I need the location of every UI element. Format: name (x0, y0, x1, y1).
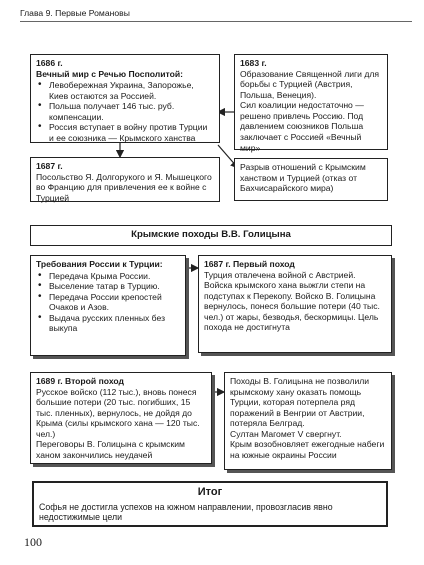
box-1683-text: Образование Священной лиги для борьбы с Турцией (Австрия, Польша, Венеция). (240, 68, 380, 100)
page-number: 100 (24, 535, 42, 549)
box-second-title: 1689 г. Второй поход (36, 376, 124, 386)
box-results (224, 372, 392, 470)
box-results-text3: Крым возобновляет ежегодные набеги на южные окраины России (230, 439, 385, 460)
box-break-relations (234, 158, 388, 201)
list-item: • Передача России крепостей Очаков и Азов. (49, 292, 180, 313)
box-itog (32, 481, 388, 527)
box-1687-text: Посольство Я. Долгорукого и Я. Мышецкого во Францию для привлечения ее к войне с Турцией (36, 171, 212, 203)
box-1686 (30, 54, 220, 143)
box-second-text: Русское войско (112 тыс.), вновь понеся большие потери (20 тыс. погибших, 15 тыс. пленных), вернулось, не дойдя до Крыма (силы крымского хана — 120 тыс. чел.) (36, 386, 200, 439)
box-first-title: 1687 г. Первый поход (204, 259, 295, 269)
box-1686-list (36, 80, 214, 143)
box-second-campaign (30, 372, 212, 464)
list-item: • Россия вступает в войну против Турции и ее союзника — Крымского ханства (49, 122, 214, 143)
box-first-campaign (198, 255, 392, 353)
box-demands-title: Требования России к Турции: (36, 259, 163, 269)
section-title (30, 225, 392, 246)
box-1683 (234, 54, 388, 153)
list-item: • Передача Крыма России. (49, 271, 180, 282)
box-results-text2: Султан Магомет V свергнут. (230, 428, 342, 439)
box-1687-embassy (30, 157, 220, 202)
box-results-text: Походы В. Голицына не позволили крымскому хану оказать помощь Турции, которая потерпела ряд поражений в Венгрии от Австрии, потеряла Белград. (230, 376, 370, 429)
list-item: • Выселение татар в Турцию. (49, 281, 180, 292)
box-1687-year: 1687 г. (36, 161, 63, 171)
chapter-header: Глава 9. Первые Романовы (20, 8, 130, 18)
box-break-text: Разрыв отношений с Крымским ханством и Турцией (отказ от Бахчисарайского мира) (240, 162, 366, 194)
itog-title: Итог (197, 486, 223, 498)
itog-text: Софья не достигла успехов на южном направлении, провозгласив явно недостижимые цели (39, 501, 333, 523)
box-first-text: Турция отвлечена войной с Австрией. Войска крымского хана выжгли степи на подступах к Перекопу. Войско В. Голицына вернулось, понеся большие потери (40 тыс. чел.) от жары, безводья, бескормицы. Цель похода не достигнута (204, 269, 380, 333)
box-1683-text2: Сил коалиции недостаточно — решено привлечь Россию. Под давлением союзников Польша заключает с Россией «Вечный мир» (240, 100, 364, 153)
box-second-text2: Переговоры В. Голицына с крымским ханом закончились неудачей (36, 439, 185, 460)
box-1686-year: 1686 г. (36, 58, 63, 68)
box-demands-list (36, 271, 180, 334)
box-1683-year: 1683 г. (240, 58, 267, 68)
section-title-text: Крымские походы В.В. Голицына (131, 229, 291, 240)
box-demands (30, 255, 186, 356)
list-item: • Левобережная Украина, Запорожье, Киев остаются за Россией. (49, 80, 214, 101)
list-item: • Выдача русских пленных без выкупа (49, 313, 180, 334)
box-1686-title: Вечный мир с Речью Посполитой: (36, 68, 184, 79)
list-item: • Польша получает 146 тыс. руб. компенсации. (49, 101, 214, 122)
